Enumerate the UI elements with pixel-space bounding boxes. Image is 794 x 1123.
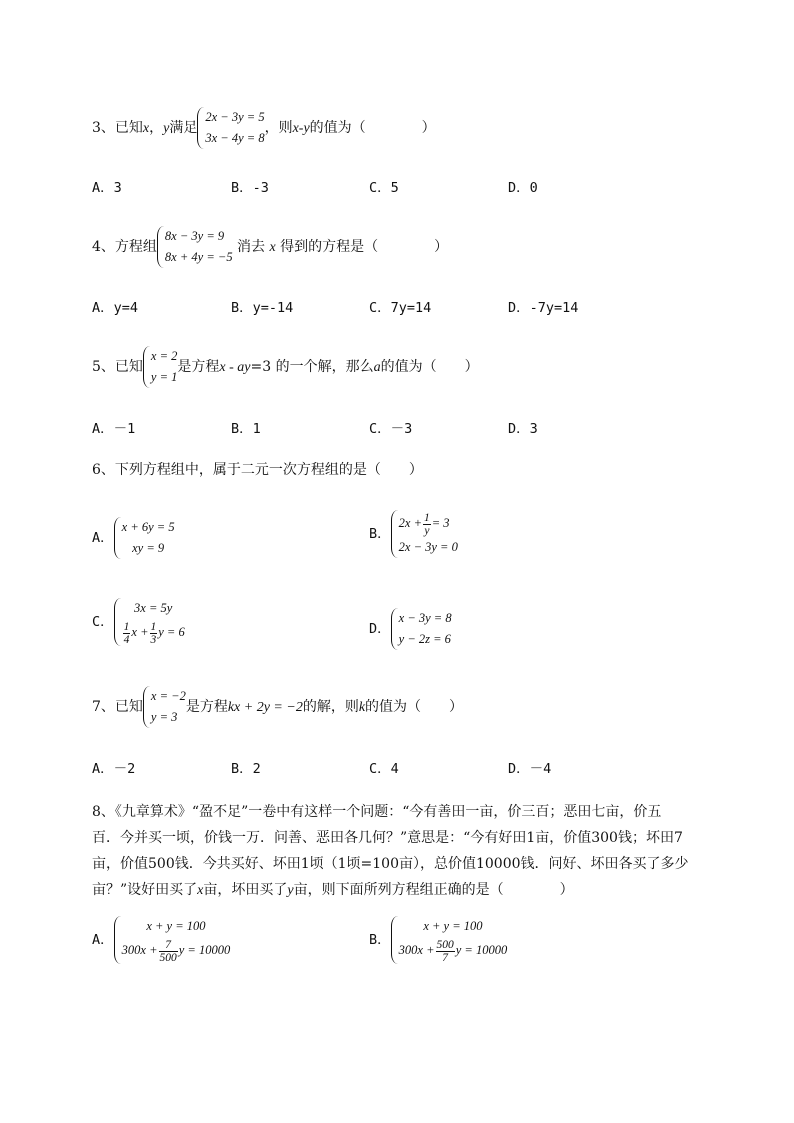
q6-b-fraction: [423, 512, 431, 537]
question-7: [92, 686, 463, 728]
q8-b-num: 500: [436, 938, 454, 951]
q3-tail: 的值为（ ）: [309, 120, 436, 136]
q5-option-b: B．1: [231, 421, 261, 437]
q4-option-a: A．y=4: [92, 300, 139, 316]
q6-c-fraction-1: [123, 621, 131, 646]
q7-expr: kx + 2y = −2: [227, 700, 303, 715]
q6-c-n2: 1: [150, 620, 157, 633]
q3-eq1: 2x − 3y = 5: [205, 110, 265, 124]
q4-option-c: C．7y=14: [369, 300, 432, 316]
q7-option-b: B．2: [231, 761, 261, 777]
q4-equation-system: [157, 226, 233, 268]
q3-var-x: x: [142, 121, 150, 136]
q3-expr: x-y: [292, 121, 310, 136]
q6-b-den: y: [424, 524, 430, 537]
q6-b-eq2: 2x − 3y = 0: [398, 540, 458, 554]
q8-line-1: 8、《九章算术》“盈不足”一卷中有这样一个问题：“今有善田一亩，价三百；恶田七亩，价五: [92, 804, 662, 820]
q7-lead: 7、已知: [92, 699, 143, 715]
q6-b-eq1a: 2x +: [398, 516, 422, 530]
q8-var-x: x: [197, 883, 204, 898]
q8-option-a: [92, 916, 230, 964]
q7-option-a: A．－2: [92, 761, 136, 777]
q4-lead: 4、方程组: [92, 239, 157, 255]
q6-c-eq1: 3x = 5y: [134, 601, 173, 615]
q6-option-c-label: C．: [92, 614, 114, 630]
q5-tail2: 的值为（ ）: [380, 359, 479, 375]
q6-option-d-label: D．: [369, 621, 391, 637]
q8-line-4b: 亩，坏田买了: [203, 882, 288, 898]
q5-eq2: y = 1: [150, 370, 178, 384]
q6-c-fraction-2: [150, 621, 158, 646]
q8-a-pre: 300x +: [121, 943, 158, 957]
q6-d-eq1: x − 3y = 8: [398, 611, 452, 625]
q3-after: ，则: [264, 120, 293, 136]
q6-a-eq2: xy = 9: [132, 541, 165, 555]
q8-a-fraction: [159, 939, 178, 964]
q5-option-d: D．3: [508, 421, 538, 437]
question-4: [92, 226, 448, 268]
q6-option-b-label: B．: [369, 526, 391, 542]
q3-sep: ，: [149, 120, 164, 136]
q6-c-d2: 3: [150, 633, 157, 646]
q8-line-4a: 亩？”设好田买了: [92, 882, 198, 898]
q6-c-eq2: [122, 619, 185, 646]
q3-eq2: 3x − 4y = 8: [205, 131, 265, 145]
q8-a-post: y = 10000: [178, 943, 231, 957]
q6-option-a: [92, 517, 175, 559]
q5-var-a: a: [373, 360, 381, 375]
q6-b-num: 1: [424, 511, 430, 524]
q3-option-d: D．0: [508, 180, 538, 196]
q7-eq2: y = 3: [150, 710, 178, 724]
q4-eq1: 8x − 3y = 9: [164, 229, 225, 243]
q3-var-y: y: [163, 121, 170, 136]
question-3: [92, 107, 436, 149]
q8-option-b-label: B．: [369, 932, 391, 948]
q5-tail1: =3 的一个解，那么: [250, 359, 374, 375]
q8-a-eq2: [122, 937, 231, 964]
q6-option-d: [369, 608, 452, 650]
q8-b-den: 7: [442, 951, 448, 964]
q6-option-d-system: [391, 608, 452, 650]
q6-c-end: y = 6: [158, 625, 185, 639]
q7-equation-system: [143, 686, 186, 728]
q6-option-b: [369, 510, 458, 558]
question-6: 6、下列方程组中，属于二元一次方程组的是（ ）: [92, 462, 423, 478]
q8-b-eq2: [399, 937, 508, 964]
question-5: [92, 346, 479, 388]
q7-after: 是方程: [185, 699, 228, 715]
q7-option-c: C．4: [369, 761, 399, 777]
q4-tail: 得到的方程是（ ）: [275, 239, 449, 255]
q5-eq1: x = 2: [150, 349, 178, 363]
q6-c-mid: x +: [131, 625, 149, 639]
q6-option-a-label: A．: [92, 530, 114, 546]
q6-c-d1: 4: [123, 633, 130, 646]
q6-a-eq1: x + 6y = 5: [121, 520, 175, 534]
q3-equation-system: [197, 107, 264, 149]
q5-equation-system: [143, 346, 177, 388]
q7-var-k: k: [358, 700, 366, 715]
q6-option-c: [92, 598, 185, 646]
q4-option-b: B．y=-14: [231, 300, 294, 316]
q6-c-n1: 1: [123, 620, 130, 633]
q8-option-b: [369, 916, 507, 964]
q8-option-a-system: [114, 916, 231, 964]
q4-eq2: 8x + 4y = −5: [164, 250, 233, 264]
q8-var-y: y: [287, 883, 294, 898]
q6-b-eq1b: = 3: [431, 516, 450, 530]
q5-option-a: A．－1: [92, 421, 136, 437]
q8-b-post: y = 10000: [455, 943, 508, 957]
q8-line-4c: 亩，则下面所列方程组正确的是（ ）: [293, 882, 574, 898]
q8-b-eq1: x + y = 100: [423, 919, 483, 933]
q8-line-4: [92, 877, 732, 904]
q8-option-b-system: [391, 916, 508, 964]
q3-lead: 3、已知: [92, 120, 143, 136]
q6-b-eq1: [399, 510, 458, 537]
question-8: [92, 799, 732, 904]
q8-line-2: 百．今并买一顷，价钱一万．问善、恶田各几何？”意思是：“今有好田1亩，价值300钱；坏田7: [92, 830, 683, 846]
q8-b-fraction: [436, 939, 455, 964]
q3-option-c: C．5: [369, 180, 399, 196]
q4-var-x: x: [269, 240, 276, 255]
q7-tail1: 的解，则: [302, 699, 359, 715]
q5-option-c: C．－3: [369, 421, 413, 437]
q7-eq1: x = −2: [150, 689, 186, 703]
q4-option-d: D．-7y=14: [508, 300, 579, 316]
q3-mid: 满足: [169, 120, 198, 136]
q8-a-num: 7: [159, 939, 178, 952]
q8-option-a-label: A．: [92, 932, 114, 948]
q6-option-a-system: [114, 517, 175, 559]
q8-a-eq1: x + y = 100: [146, 919, 206, 933]
q6-option-b-system: [391, 510, 458, 558]
q4-after: 消去: [232, 239, 270, 255]
q7-option-d: D．－4: [508, 761, 552, 777]
q6-option-c-system: [114, 598, 185, 646]
q8-b-pre: 300x +: [398, 943, 435, 957]
q8-line-3: 亩，价值500钱．今共买好、坏田1顷（1顷=100亩），总价值10000钱．问好、坏田各买了多少: [92, 856, 689, 872]
q8-a-den: 500: [159, 951, 177, 964]
q5-expr: x - ay: [219, 360, 251, 375]
q5-after: 是方程: [177, 359, 220, 375]
q3-option-b: B．-3: [231, 180, 269, 196]
q5-lead: 5、已知: [92, 359, 143, 375]
q3-option-a: A．3: [92, 180, 122, 196]
q7-tail2: 的值为（ ）: [365, 699, 464, 715]
q6-d-eq2: y − 2z = 6: [398, 632, 451, 646]
